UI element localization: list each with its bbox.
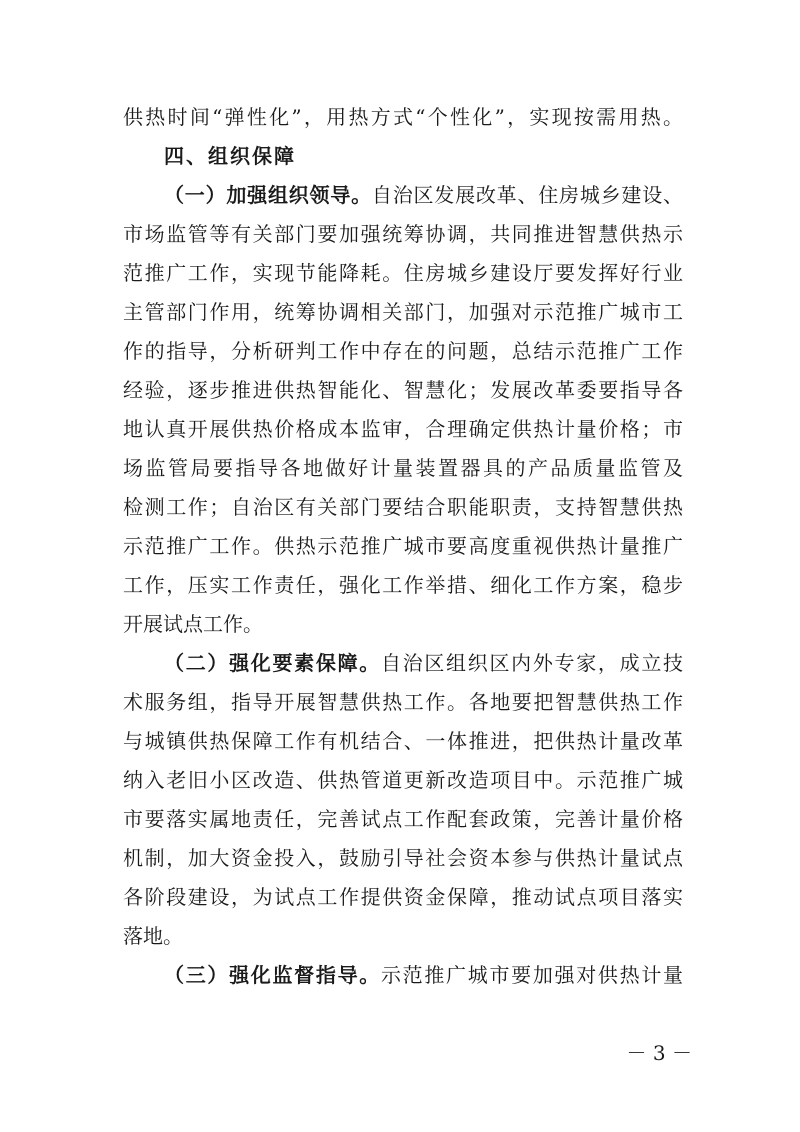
section-heading: 四、组织保障 (164, 144, 296, 168)
body-text-line: 范推广工作，实现节能降耗。住房城乡建设厅要发挥好行业 (123, 261, 683, 285)
paragraph-text: 自治区组织区内外专家，成立技 (380, 651, 684, 675)
paragraph-text: 自治区发展改革、住房城乡建设、 (371, 183, 684, 207)
body-text-line: 地认真开展供热价格成本监审，合理确定供热计量价格；市 (123, 417, 683, 441)
paragraph-subheading: （一）加强组织领导。 (164, 183, 372, 207)
body-text-line: 市要落实属地责任，完善试点工作配套政策，完善计量价格 (123, 807, 683, 831)
page-number: － 3 － (626, 1041, 692, 1065)
body-text-line: 工作，压实工作责任，强化工作举措、细化工作方案，稳步 (123, 573, 683, 597)
body-text (123, 98, 683, 995)
paragraph-first-line (123, 644, 683, 683)
body-text-line: 示范推广工作。供热示范推广城市要高度重视供热计量推广 (123, 534, 683, 558)
body-text-line: 经验，逐步推进供热智能化、智慧化；发展改革委要指导各 (123, 378, 683, 402)
body-text-line: 术服务组，指导开展智慧供热工作。各地要把智慧供热工作 (123, 690, 683, 714)
body-text-line: 与城镇供热保障工作有机结合、一体推进，把供热计量改革 (123, 729, 683, 753)
body-text-line: 场监管局要指导各地做好计量装置器具的产品质量监管及 (123, 456, 683, 480)
body-text-line: 纳入老旧小区改造、供热管道更新改造项目中。示范推广城 (123, 768, 683, 792)
paragraph-first-line (123, 176, 683, 215)
paragraph-first-line (123, 956, 683, 995)
body-text-line: 市场监管等有关部门要加强统筹协调，共同推进智慧供热示 (123, 222, 683, 246)
paragraph-text: 示范推广城市要加强对供热计量 (380, 963, 684, 987)
body-text-line: 主管部门作用，统筹协调相关部门，加强对示范推广城市工 (123, 300, 683, 324)
body-text-line: 供热时间“弹性化”，用热方式“个性化”，实现按需用热。 (123, 105, 683, 129)
paragraph-subheading: （三）强化监督指导。 (164, 963, 381, 987)
body-text-line: 作的指导，分析研判工作中存在的问题，总结示范推广工作 (123, 339, 683, 363)
paragraph-subheading: （二）强化要素保障。 (164, 651, 381, 675)
body-text-line: 落地。 (123, 924, 183, 948)
body-text-line: 检测工作；自治区有关部门要结合职能职责，支持智慧供热 (123, 495, 683, 519)
body-text-line: 开展试点工作。 (123, 612, 263, 636)
body-text-line: 机制，加大资金投入，鼓励引导社会资本参与供热计量试点 (123, 846, 683, 870)
body-text-line: 各阶段建设，为试点工作提供资金保障，推动试点项目落实 (123, 885, 683, 909)
